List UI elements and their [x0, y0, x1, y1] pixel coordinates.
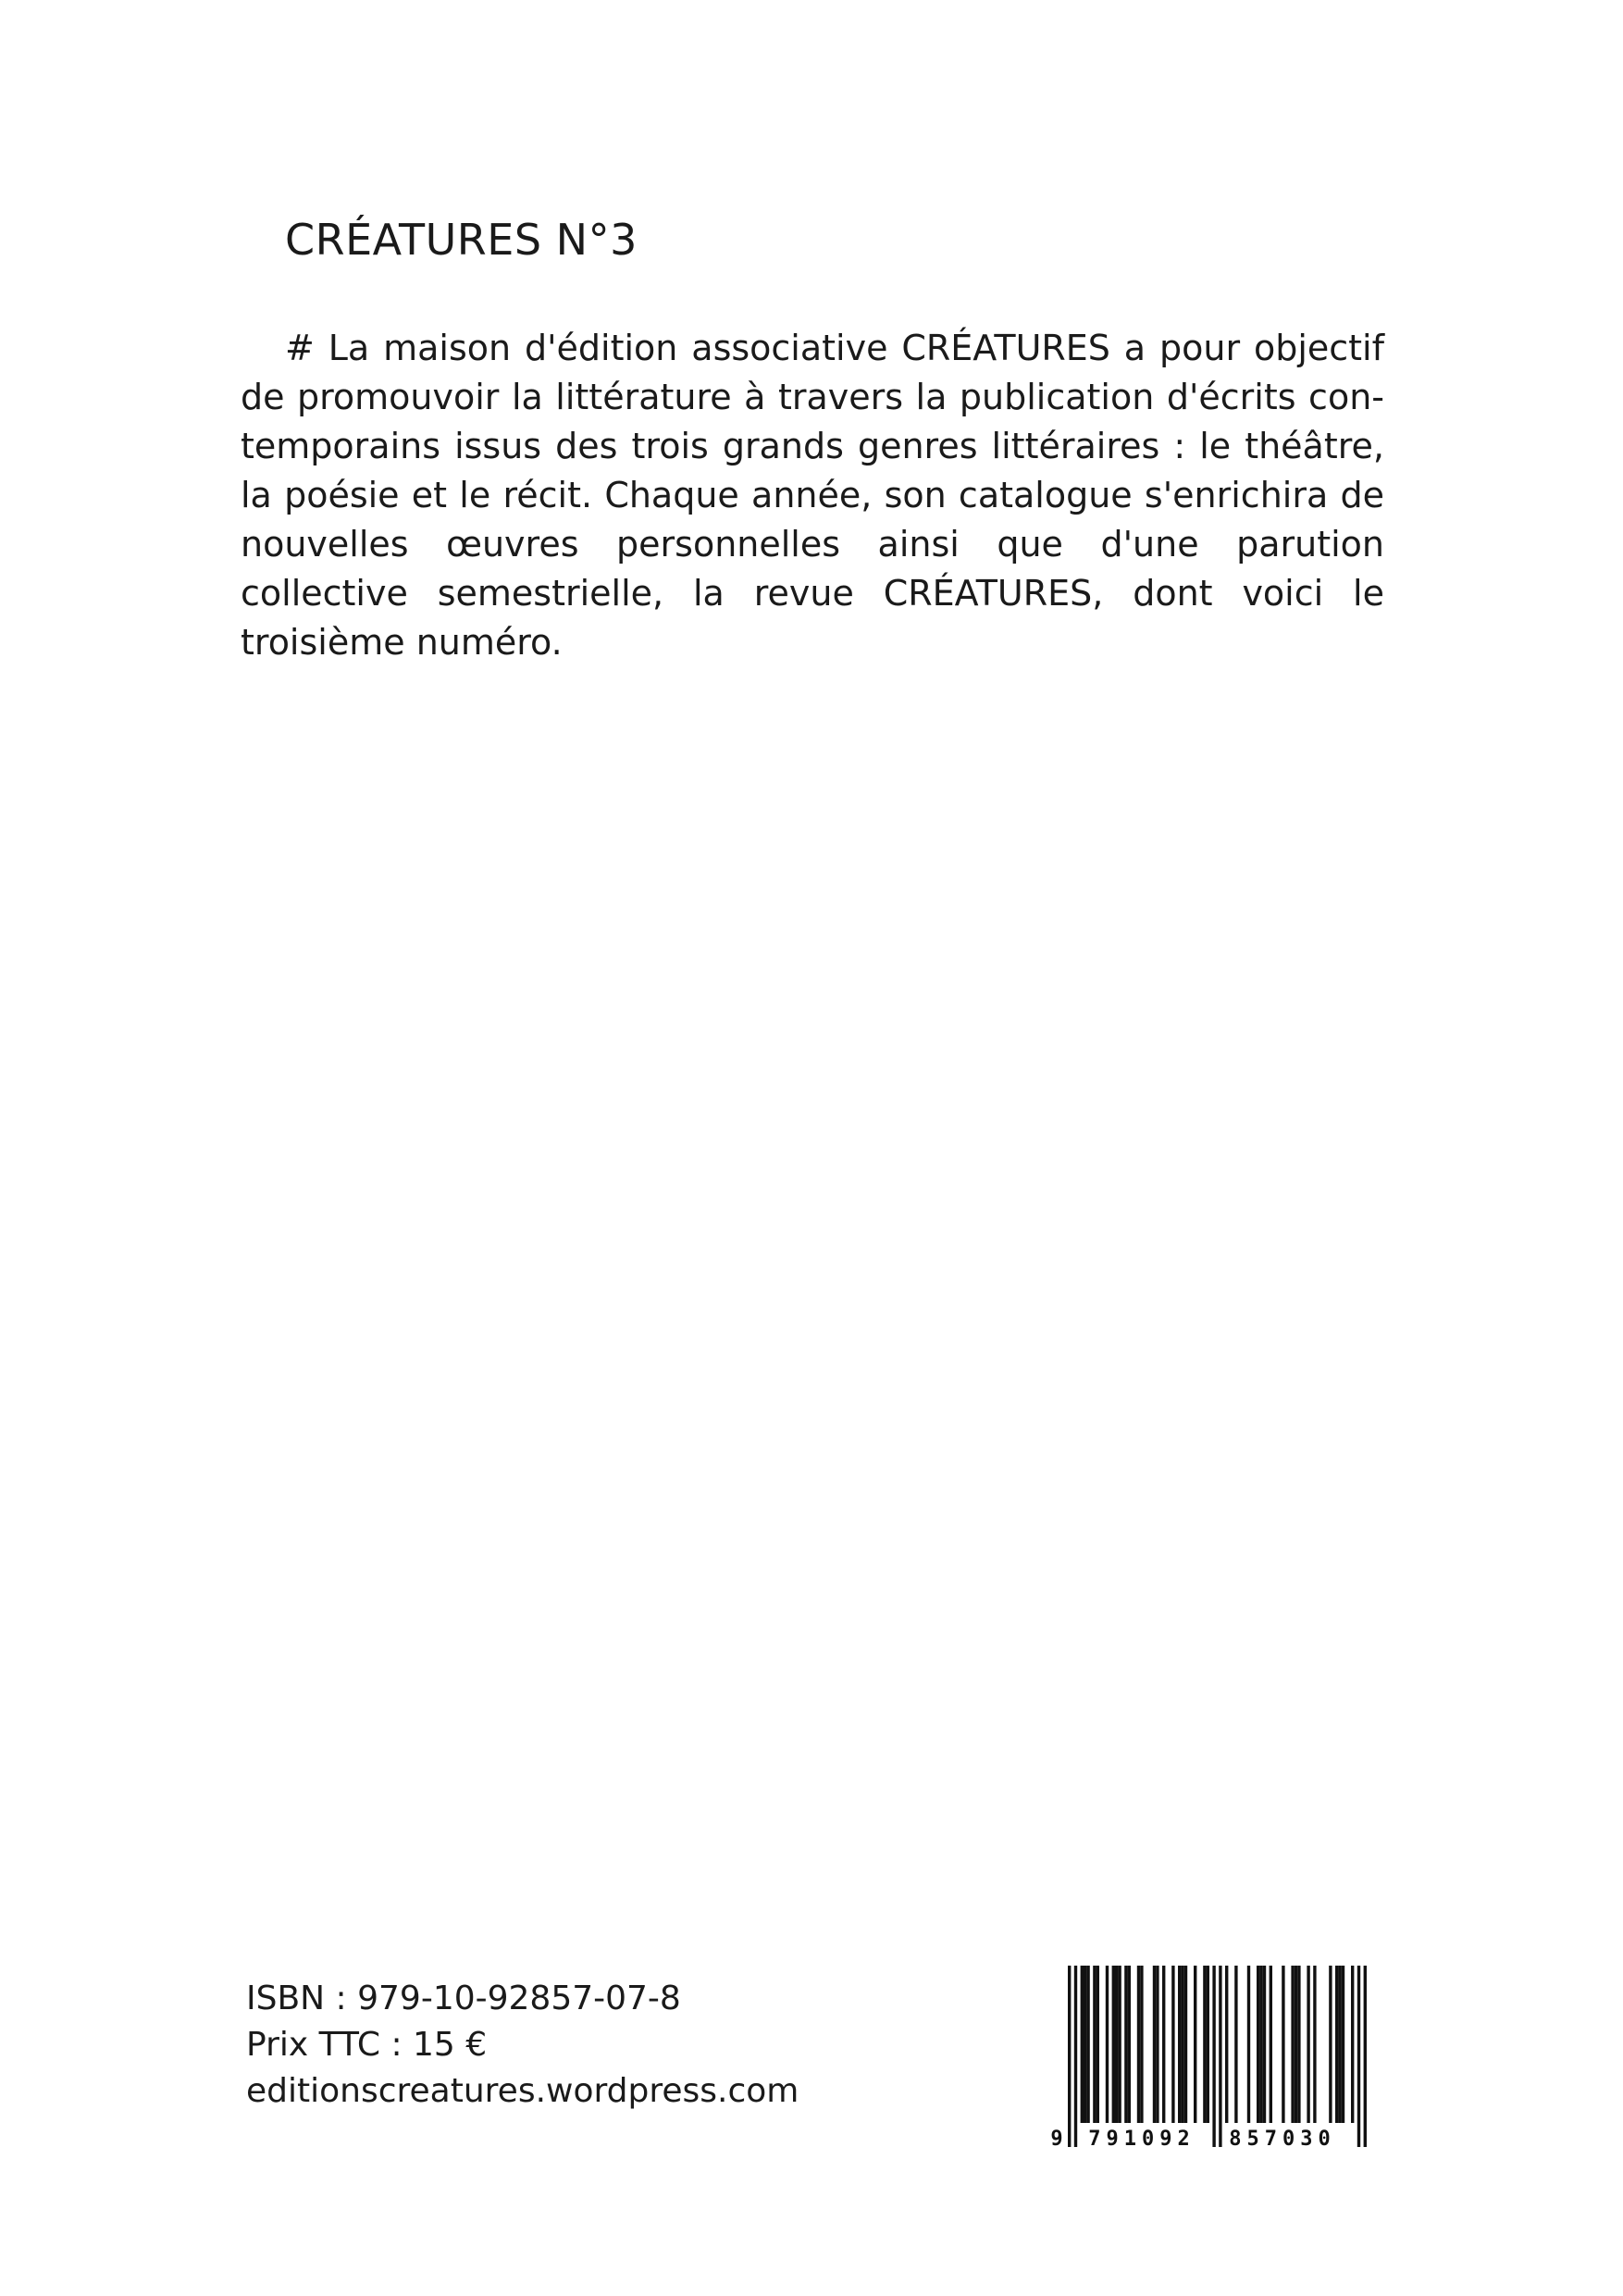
- barcode-bar: [1156, 1966, 1158, 2123]
- barcode-bar: [1259, 1966, 1262, 2123]
- barcode-bar: [1084, 1966, 1086, 2123]
- barcode-bar: [1124, 1966, 1127, 2123]
- barcode-bar: [1270, 1966, 1272, 2123]
- barcode-bar: [1257, 1966, 1259, 2123]
- barcode-bar: [1115, 1966, 1118, 2123]
- barcode-bar: [1329, 1966, 1332, 2123]
- barcode-bar: [1282, 1966, 1284, 2123]
- barcode-bar: [1338, 1966, 1341, 2123]
- barcode-guard-bar: [1364, 1966, 1367, 2147]
- barcode-bar: [1291, 1966, 1294, 2123]
- barcode: [1047, 1964, 1373, 2149]
- price-line: Prix TTC : 15 €: [246, 2026, 488, 2064]
- barcode-bar: [1313, 1966, 1316, 2123]
- barcode-bar: [1178, 1966, 1181, 2123]
- barcode-bar: [1207, 1966, 1209, 2123]
- barcode-bar: [1247, 1966, 1250, 2123]
- barcode-bar: [1096, 1966, 1099, 2123]
- barcode-bar: [1295, 1966, 1297, 2123]
- barcode-bar: [1118, 1966, 1121, 2123]
- barcode-bar: [1225, 1966, 1228, 2123]
- barcode-bar: [1128, 1966, 1131, 2123]
- barcode-bar: [1194, 1966, 1196, 2123]
- barcode-bar: [1086, 1966, 1089, 2123]
- barcode-bar: [1335, 1966, 1338, 2123]
- barcode-bar: [1342, 1966, 1344, 2123]
- book-title: CRÉATURES N°3: [285, 215, 638, 265]
- publisher-blurb: # La maison d'édition associative CRÉATURES a pour objectif de promouvoir la littérature à travers la publication d'écrits contemporains issus des trois grands genres littéraires : le théâtre, la poésie et le récit. Chaque année, son catalogue s'enrichira de nouvelles œuvres personnelles ainsi que d'une parution collective semestrielle, la revue CRÉATURES, dont voici le troisième numéro.: [241, 328, 1384, 663]
- barcode-bar: [1297, 1966, 1300, 2123]
- barcode-guard-bar: [1068, 1966, 1071, 2147]
- barcode-bar: [1203, 1966, 1206, 2123]
- barcode-left-digits: 791092: [1088, 2128, 1196, 2149]
- barcode-bar: [1181, 1966, 1183, 2123]
- barcode-guard-bar: [1357, 1966, 1360, 2147]
- barcode-guard-bar: [1074, 1966, 1077, 2147]
- barcode-bar: [1307, 1966, 1309, 2123]
- barcode-bar: [1137, 1966, 1140, 2123]
- barcode-graphic: [1047, 1964, 1373, 2149]
- barcode-bar: [1171, 1966, 1174, 2123]
- barcode-bar: [1184, 1966, 1187, 2123]
- barcode-right-digits: 857030: [1229, 2128, 1336, 2149]
- colophon: [246, 1976, 799, 2115]
- barcode-bar: [1162, 1966, 1165, 2123]
- barcode-bar: [1351, 1966, 1354, 2123]
- barcode-guard-bar: [1212, 1966, 1215, 2147]
- barcode-bar: [1263, 1966, 1266, 2123]
- barcode-bar: [1140, 1966, 1143, 2123]
- barcode-bar: [1081, 1966, 1084, 2123]
- barcode-bar: [1234, 1966, 1237, 2123]
- website-line: editionscreatures.wordpress.com: [246, 2072, 799, 2110]
- barcode-bar: [1106, 1966, 1109, 2123]
- barcode-bar: [1153, 1966, 1156, 2123]
- barcode-bar: [1093, 1966, 1096, 2123]
- barcode-lead-digit: 9: [1050, 2128, 1063, 2149]
- barcode-bar: [1112, 1966, 1115, 2123]
- isbn-line: ISBN : 979-10-92857-07-8: [246, 1980, 681, 2017]
- barcode-guard-bar: [1219, 1966, 1221, 2147]
- barcode-bars: [1068, 1966, 1367, 2147]
